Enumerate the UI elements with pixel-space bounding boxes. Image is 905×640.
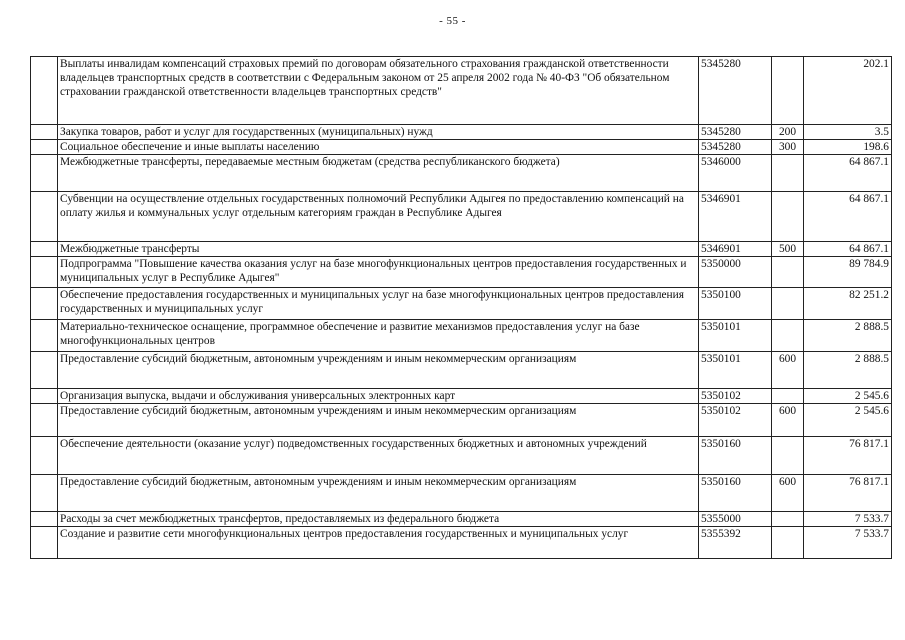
row-name: Субвенции на осуществление отдельных государственных полномочий Республики Адыгея по предоставлению компенсаций на оплату жилья и коммунальных услуг отдельным категориям граждан в Республике Адыгея: [58, 192, 699, 242]
row-code: 5345280: [699, 125, 772, 140]
table-row: [31, 140, 892, 155]
row-name: Обеспечение деятельности (оказание услуг) подведомственных государственных бюджетных и автономных учреждений: [58, 437, 699, 475]
row-name: Закупка товаров, работ и услуг для государственных (муниципальных) нужд: [58, 125, 699, 140]
row-kvr: [772, 288, 804, 320]
budget-table: [30, 56, 892, 559]
row-code: 5346000: [699, 155, 772, 192]
row-blank-cell: [31, 320, 58, 352]
row-blank-cell: [31, 437, 58, 475]
table-row: [31, 352, 892, 389]
table-row: [31, 288, 892, 320]
row-blank-cell: [31, 404, 58, 437]
row-sum: 3.5: [804, 125, 892, 140]
row-name: Организация выпуска, выдачи и обслуживания универсальных электронных карт: [58, 389, 699, 404]
row-blank-cell: [31, 140, 58, 155]
row-blank-cell: [31, 527, 58, 559]
row-kvr: 300: [772, 140, 804, 155]
row-code: 5350160: [699, 475, 772, 512]
row-name: Подпрограмма "Повышение качества оказания услуг на базе многофункциональных центров предоставления государственных и муниципальных услуг в Республике Адыгея": [58, 257, 699, 288]
row-blank-cell: [31, 57, 58, 125]
table-row: [31, 242, 892, 257]
table-row: [31, 475, 892, 512]
row-sum: 64 867.1: [804, 155, 892, 192]
row-code: 5345280: [699, 57, 772, 125]
row-kvr: [772, 257, 804, 288]
row-sum: 76 817.1: [804, 475, 892, 512]
row-sum: 2 888.5: [804, 352, 892, 389]
table-row: [31, 57, 892, 125]
row-kvr: [772, 512, 804, 527]
row-name: Обеспечение предоставления государственных и муниципальных услуг на базе многофункциональных центров предоставления государственных и муниципальных услуг: [58, 288, 699, 320]
row-blank-cell: [31, 125, 58, 140]
table-row: [31, 192, 892, 242]
table-row: [31, 389, 892, 404]
table-row: [31, 257, 892, 288]
row-code: 5350101: [699, 352, 772, 389]
row-sum: 89 784.9: [804, 257, 892, 288]
row-name: Предоставление субсидий бюджетным, автономным учреждениям и иным некоммерческим организациям: [58, 352, 699, 389]
row-blank-cell: [31, 192, 58, 242]
row-code: 5346901: [699, 242, 772, 257]
row-kvr: 600: [772, 352, 804, 389]
row-name: Предоставление субсидий бюджетным, автономным учреждениям и иным некоммерческим организациям: [58, 475, 699, 512]
row-kvr: 200: [772, 125, 804, 140]
row-blank-cell: [31, 155, 58, 192]
row-code: 5350102: [699, 404, 772, 437]
row-kvr: 600: [772, 475, 804, 512]
row-code: 5350160: [699, 437, 772, 475]
table-row: [31, 404, 892, 437]
row-name: Выплаты инвалидам компенсаций страховых премий по договорам обязательного страхования гражданской ответственности владельцев транспортных средств в соответствии с Федеральным законом от 25 апреля 2002 года № 40-ФЗ "Об обязательном страховании гражданской ответственности владельцев транспортных средств": [58, 57, 699, 125]
row-kvr: 600: [772, 404, 804, 437]
row-name: Создание и развитие сети многофункциональных центров предоставления государственных и муниципальных услуг: [58, 527, 699, 559]
row-sum: 7 533.7: [804, 527, 892, 559]
row-sum: 2 545.6: [804, 389, 892, 404]
row-kvr: [772, 192, 804, 242]
row-code: 5350102: [699, 389, 772, 404]
row-sum: 76 817.1: [804, 437, 892, 475]
row-kvr: [772, 389, 804, 404]
row-sum: 7 533.7: [804, 512, 892, 527]
row-blank-cell: [31, 257, 58, 288]
row-name: Материально-техническое оснащение, программное обеспечение и развитие механизмов предоставления услуг на базе многофункциональных центров: [58, 320, 699, 352]
row-name: Межбюджетные трансферты: [58, 242, 699, 257]
table-row: [31, 125, 892, 140]
row-kvr: 500: [772, 242, 804, 257]
row-sum: 2 545.6: [804, 404, 892, 437]
row-code: 5350100: [699, 288, 772, 320]
row-code: 5355392: [699, 527, 772, 559]
row-kvr: [772, 155, 804, 192]
row-sum: 64 867.1: [804, 192, 892, 242]
table-row: [31, 512, 892, 527]
row-sum: 2 888.5: [804, 320, 892, 352]
row-name: Межбюджетные трансферты, передаваемые местным бюджетам (средства республиканского бюджета): [58, 155, 699, 192]
row-blank-cell: [31, 352, 58, 389]
row-blank-cell: [31, 389, 58, 404]
row-name: Социальное обеспечение и иные выплаты населению: [58, 140, 699, 155]
row-kvr: [772, 320, 804, 352]
row-code: 5350000: [699, 257, 772, 288]
page-number: - 55 -: [439, 15, 466, 27]
row-kvr: [772, 527, 804, 559]
row-name: Предоставление субсидий бюджетным, автономным учреждениям и иным некоммерческим организациям: [58, 404, 699, 437]
row-code: 5350101: [699, 320, 772, 352]
table-row: [31, 155, 892, 192]
table-row: [31, 527, 892, 559]
row-name: Расходы за счет межбюджетных трансфертов, предоставляемых из федерального бюджета: [58, 512, 699, 527]
row-kvr: [772, 57, 804, 125]
row-sum: 198.6: [804, 140, 892, 155]
row-blank-cell: [31, 242, 58, 257]
row-code: 5346901: [699, 192, 772, 242]
table-row: [31, 437, 892, 475]
row-code: 5355000: [699, 512, 772, 527]
row-sum: 202.1: [804, 57, 892, 125]
row-sum: 64 867.1: [804, 242, 892, 257]
row-blank-cell: [31, 288, 58, 320]
table-row: [31, 320, 892, 352]
row-blank-cell: [31, 512, 58, 527]
row-sum: 82 251.2: [804, 288, 892, 320]
row-kvr: [772, 437, 804, 475]
row-code: 5345280: [699, 140, 772, 155]
row-blank-cell: [31, 475, 58, 512]
